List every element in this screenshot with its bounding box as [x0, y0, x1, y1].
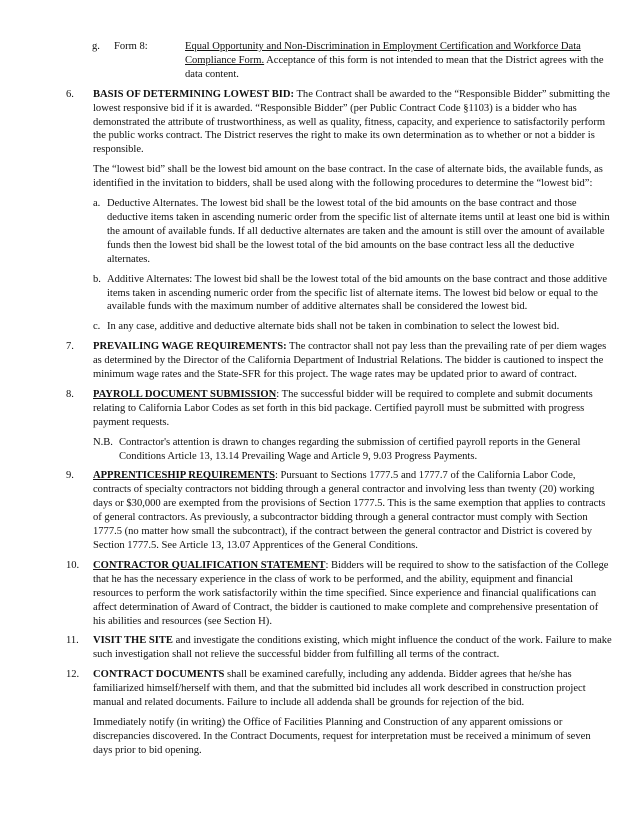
- nota-bene-text: Contractor's attention is drawn to changes regarding the submission of certified payroll reports in the General Conditions Article 13, 13.14 Prevailing Wage and Article 9, 9.03 Progress Payments.: [119, 436, 581, 462]
- section-7: [66, 340, 612, 382]
- section-number: 7.: [66, 341, 74, 353]
- section-number: 8.: [66, 388, 74, 400]
- section-body: The contractor shall not pay less than the prevailing rate of per diem wages as determined by the Director of the California Department of Industrial Relations. The bidder is cautioned to inspect the minimum wage rates and the State-SFR for this project. The wage rates may be updated prior to award of contract.: [93, 341, 607, 381]
- section-10-text: [93, 559, 612, 629]
- section-11: [66, 634, 612, 662]
- subitem-text: Deductive Alternates. The lowest bid shall be the lowest total of the bid amounts on the base contract and those deductive items taken in ascending numeric order from the specific list of alternate items until at least one bid is within the amount of available funds. If all deductive alternates are taken and the amount is still over the amount of available funds then the lowest bid shall be the lowest total of the bid amounts on the base contract less all the deductive alternates.: [107, 198, 610, 265]
- section-6-text: [93, 88, 612, 158]
- section-body: : The successful bidder will be required to complete and submit documents relating to California Labor Codes as set forth in this bid package. Certified payroll must be submitted with progress payment requests.: [93, 388, 593, 428]
- nota-bene: [93, 436, 612, 464]
- section-number: 12.: [66, 669, 80, 681]
- section-12-text: [93, 668, 612, 710]
- section-heading: CONTRACT DOCUMENTS: [93, 669, 225, 681]
- section-8: [66, 388, 612, 464]
- subitem-letter: a.: [93, 198, 101, 210]
- subitem-c: [93, 320, 612, 334]
- section-heading: PAYROLL DOCUMENT SUBMISSION: [93, 388, 277, 400]
- section-body: The Contract shall be awarded to the “Responsible Bidder” submitting the lowest responsive bid if it is awarded. “Responsible Bidder” (per Public Contract Code §1103) is a bidder who has demonstrated the attribute of trustworthiness, as well as quality, fitness, capacity, and experience to satisfactorily perform the public works contract. The District reserves the right to make its own determination as to whether or not a bidder is responsible.: [93, 88, 610, 156]
- section-heading: BASIS OF DETERMINING LOWEST BID:: [93, 88, 295, 100]
- section-heading: VISIT THE SITE: [93, 635, 173, 647]
- section-heading: CONTRACTOR QUALIFICATION STATEMENT: [93, 559, 326, 571]
- subitem-letter: b.: [93, 273, 101, 285]
- section-8-text: [93, 388, 612, 430]
- section-number: 6.: [66, 88, 74, 100]
- item-letter: g.: [92, 41, 100, 52]
- section-number: 10.: [66, 559, 80, 571]
- section-9: [66, 469, 612, 552]
- section-body: : Pursuant to Sections 1777.5 and 1777.7 of the California Labor Code, contracts of specialty contractors not bidding through a general contractor and involving less than twenty (20) working days or $30,000 are exempted from the provisions of Section 1777.5. This is the same exemption that applies to contracts of general contractors. As previously, a subcontractor bidding through a general contractor must comply with Section 1777.5 (no matter how small the subcontract), if the contract between the general contractor and District is covered by Section 1777.5. See Article 13, 13.07 Apprentices of the General Conditions.: [93, 470, 606, 551]
- nota-bene-label: N.B.: [93, 436, 113, 448]
- section-11-text: [93, 634, 612, 662]
- section-10: [66, 559, 612, 629]
- section-body: : Bidders will be required to show to the satisfaction of the College that he has the necessary experience in the class of work to be performed, and the ability, equipment and financial resources to perform the work satisfactorily within the time specified. Since experience and financial qualifications can affect determination of Award of Contract, the bidder is cautioned to make complete and comprehensive presentation of his abilities and resources (see Section H).: [93, 559, 609, 627]
- section-number: 9.: [66, 470, 74, 482]
- section-body: shall be examined carefully, including any addenda. Bidder agrees that he/she has familiarized himself/herself with them, and that the submitted bid includes all work described in construction project manual and related documents. Failure to include all addenda shall be grounds for rejection of the bid.: [93, 669, 586, 709]
- subitem-text: Additive Alternates: The lowest bid shall be the lowest total of the bid amounts on the base contract and those additive items taken in ascending numeric order from the specific list of alternate items. The lowest bid below or equal to the available funds with the maximum number of additive alternates shall be considered the lowest bid.: [107, 273, 608, 313]
- section-heading: APPRENTICESHIP REQUIREMENTS: [93, 470, 275, 482]
- section-6-paragraph-2: The “lowest bid” shall be the lowest bid amount on the base contract. In the case of alternate bids, the available funds, as identified in the invitation to bidders, shall be used along with the following procedures to determine the “lowest bid”:: [93, 164, 603, 190]
- section-9-text: [93, 469, 612, 552]
- form-number: Form 8:: [114, 41, 148, 52]
- subitem-b: [93, 273, 612, 315]
- section-heading: PREVAILING WAGE REQUIREMENTS:: [93, 341, 287, 353]
- section-12-paragraph-2: Immediately notify (in writing) the Office of Facilities Planning and Construction of any apparent omissions or discrepancies discovered. In the Contract Documents, request for interpretation must be received a minimum of seven days prior to bid opening.: [93, 716, 591, 756]
- section-body: and investigate the conditions existing, which might influence the conduct of the work. Failure to make such investigation shall not relieve the successful bidder from fulfilling all terms of the contract.: [93, 635, 612, 661]
- section-6: [66, 88, 612, 335]
- subitem-text: In any case, additive and deductive alternate bids shall not be taken in combination to select the lowest bid.: [107, 321, 560, 333]
- section-number: 11.: [66, 635, 79, 647]
- form-8-text: [185, 40, 612, 82]
- section-7-text: [93, 340, 612, 382]
- form-8-title: Equal Opportunity and Non-Discrimination in Employment Certification and Workforce Data Compliance Form.: [185, 41, 581, 66]
- subitem-a: [93, 197, 612, 267]
- form-8-item: [66, 40, 612, 82]
- form-8-description: Acceptance of this form is not intended to mean that the District agrees with the data content.: [185, 54, 604, 80]
- section-12: [66, 668, 612, 757]
- subitem-letter: c.: [93, 321, 101, 333]
